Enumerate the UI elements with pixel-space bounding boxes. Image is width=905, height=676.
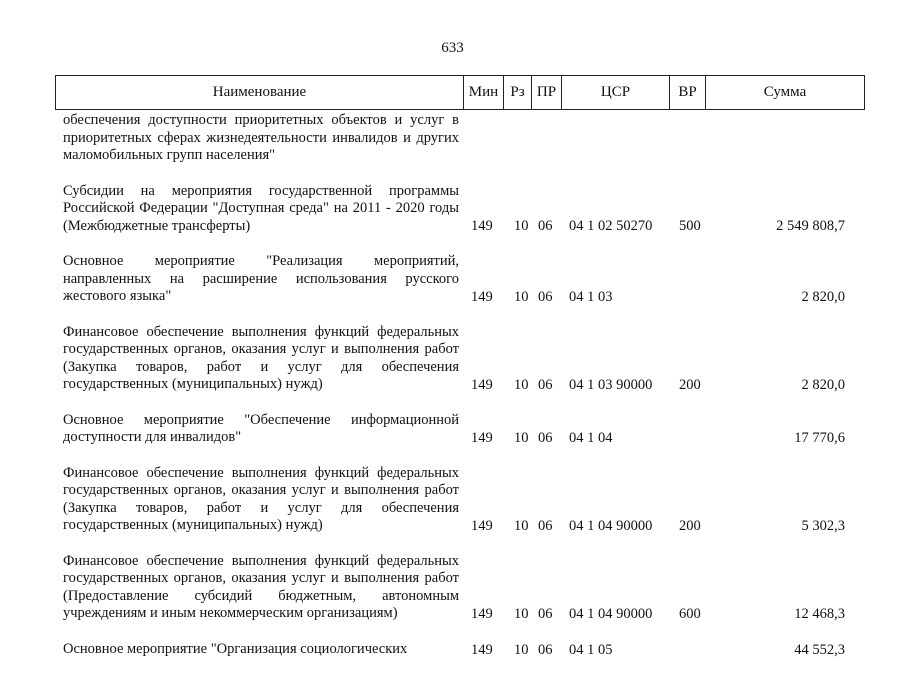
row-name: Основное мероприятие "Организация социологических bbox=[63, 640, 408, 657]
row-pr: 06 bbox=[538, 376, 553, 393]
row-name: Финансовое обеспечение выполнения функций федеральных государственных органов, оказания услуг и выполнения работ (Предоставление субсидий бюджетным, автономным учреждениям и иным некоммерческим организациям) bbox=[63, 552, 459, 621]
header-min: Мин bbox=[463, 76, 503, 109]
row-min: 149 bbox=[471, 429, 493, 446]
row-rz: 10 bbox=[514, 218, 529, 234]
row-name: Субсидии на мероприятия государственной программы Российской Федерации "Доступная среда" на 2011 - 2020 годы (Межбюджетные трансферты) bbox=[63, 182, 459, 234]
row-sum: 44 552,3 bbox=[794, 641, 845, 658]
row-vr: 600 bbox=[679, 605, 701, 622]
table-row bbox=[55, 324, 865, 394]
row-pr: 06 bbox=[538, 429, 553, 446]
row-min: 149 bbox=[471, 605, 493, 622]
row-csr: 04 1 04 90000 bbox=[569, 517, 653, 534]
row-sum: 12 468,3 bbox=[794, 605, 845, 622]
row-name: Финансовое обеспечение выполнения функций федеральных государственных органов, оказания услуг и выполнения работ (Закупка товаров, работ и услуг для обеспечения государственных (муниципальных) нужд) bbox=[63, 464, 459, 533]
table-row bbox=[55, 553, 865, 623]
row-min: 149 bbox=[471, 517, 493, 534]
table-row bbox=[55, 465, 865, 535]
table-body bbox=[55, 112, 865, 658]
row-min: 149 bbox=[471, 288, 493, 305]
row-min: 149 bbox=[471, 376, 493, 393]
header-sum: Сумма bbox=[705, 76, 865, 109]
row-rz: 10 bbox=[514, 376, 529, 393]
table-row bbox=[55, 412, 865, 447]
row-name: Основное мероприятие "Реализация мероприятий, направленных на расширение использования русского жестового языка" bbox=[63, 253, 459, 304]
header-pr: ПР bbox=[531, 76, 561, 109]
row-sum: 2 820,0 bbox=[801, 376, 845, 393]
budget-table bbox=[55, 75, 865, 676]
row-rz: 10 bbox=[514, 429, 529, 446]
row-name: Основное мероприятие "Обеспечение информационной доступности для инвалидов" bbox=[63, 411, 459, 445]
row-rz: 10 bbox=[514, 605, 529, 622]
row-rz: 10 bbox=[514, 517, 529, 534]
row-name: обеспечения доступности приоритетных объектов и услуг в приоритетных сферах жизнедеятельности инвалидов и других маломобильных групп населения" bbox=[63, 112, 459, 163]
row-rz: 10 bbox=[514, 288, 529, 305]
row-pr: 06 bbox=[538, 288, 553, 305]
table-row bbox=[55, 641, 865, 659]
row-csr: 04 1 03 90000 bbox=[569, 376, 653, 393]
row-pr: 06 bbox=[538, 517, 553, 534]
row-pr: 06 bbox=[538, 605, 553, 622]
row-csr: 04 1 04 90000 bbox=[569, 605, 653, 622]
row-name: Финансовое обеспечение выполнения функций федеральных государственных органов, оказания услуг и выполнения работ (Закупка товаров, работ и услуг для обеспечения государственных (муниципальных) нужд) bbox=[63, 323, 459, 392]
row-csr: 04 1 03 bbox=[569, 288, 613, 305]
row-sum: 17 770,6 bbox=[794, 429, 845, 446]
row-min: 149 bbox=[471, 641, 493, 658]
header-vr: ВР bbox=[669, 76, 705, 109]
row-vr: 200 bbox=[679, 376, 701, 393]
row-csr: 04 1 02 50270 bbox=[569, 218, 653, 234]
row-min: 149 bbox=[471, 218, 493, 234]
row-vr: 500 bbox=[679, 218, 701, 234]
row-sum: 2 820,0 bbox=[801, 288, 845, 305]
row-rz: 10 bbox=[514, 641, 529, 658]
row-csr: 04 1 05 bbox=[569, 641, 613, 658]
page-number: 633 bbox=[441, 40, 464, 56]
header-csr: ЦСР bbox=[561, 76, 669, 109]
row-sum: 2 549 808,7 bbox=[776, 218, 845, 234]
table-header bbox=[55, 75, 865, 110]
row-pr: 06 bbox=[538, 218, 553, 234]
row-csr: 04 1 04 bbox=[569, 429, 613, 446]
row-pr: 06 bbox=[538, 641, 553, 658]
row-sum: 5 302,3 bbox=[801, 517, 845, 534]
header-name: Наименование bbox=[55, 76, 463, 109]
table-row bbox=[55, 253, 865, 306]
row-vr: 200 bbox=[679, 517, 701, 534]
table-row bbox=[55, 183, 865, 236]
header-rz: Рз bbox=[503, 76, 531, 109]
table-row bbox=[55, 112, 865, 165]
